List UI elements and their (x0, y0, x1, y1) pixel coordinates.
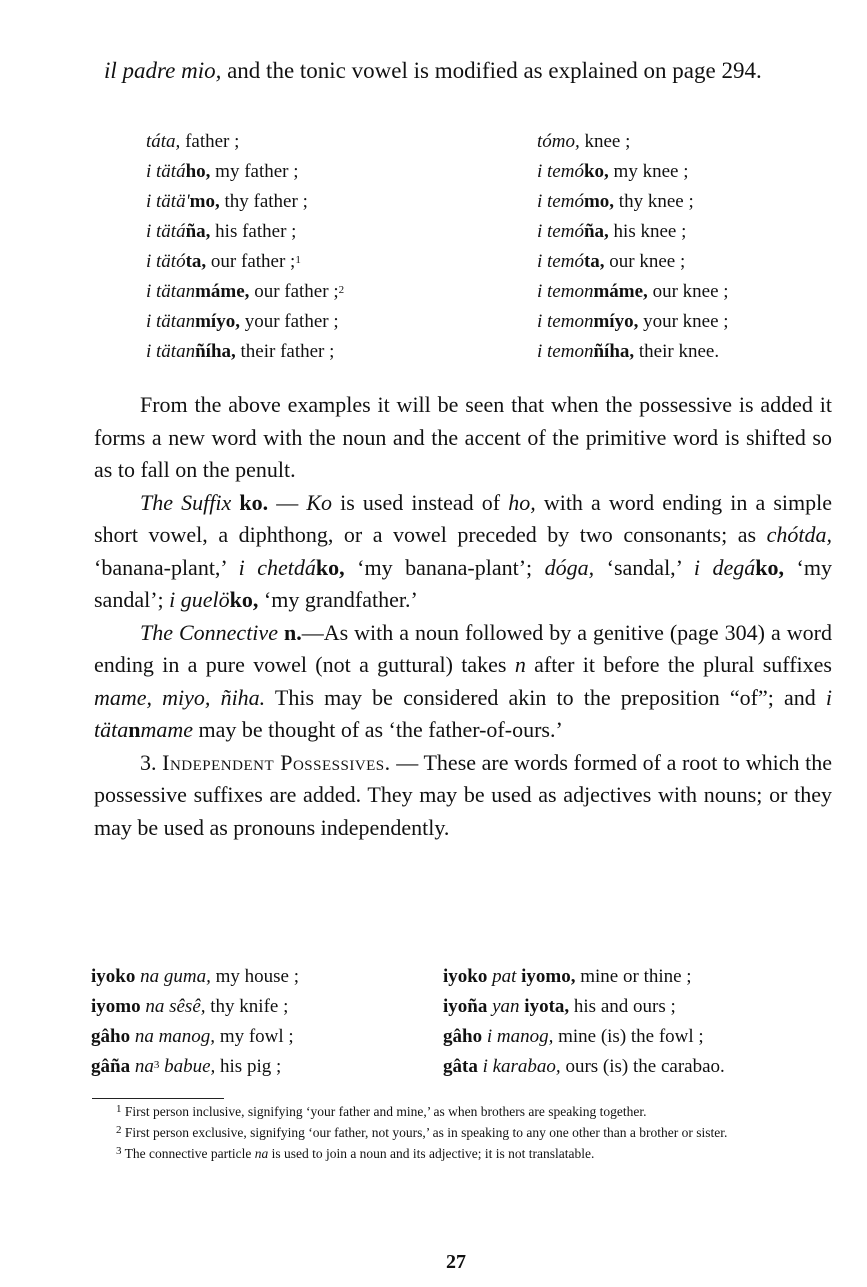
intro-italic-phrase: il padre mio, (104, 58, 222, 83)
knee-examples (537, 127, 729, 367)
section-label-bold: n. (277, 619, 302, 645)
paragraph-suffix-ko (94, 487, 832, 617)
example-gloss: my fowl ; (215, 1026, 294, 1047)
footnote-2 (92, 1122, 832, 1143)
example-gloss: mine (is) the fowl ; (553, 1026, 704, 1047)
footnote-text: The connective particle (121, 1146, 255, 1161)
example-row (146, 247, 344, 277)
example-row (91, 962, 299, 992)
example-connector: pat (487, 966, 522, 987)
text-run: ‘my sandal’; (94, 554, 832, 612)
example-row (443, 1052, 725, 1082)
example-gloss: your knee ; (638, 311, 729, 332)
example-word: i temon (537, 341, 594, 362)
example-gloss: father ; (180, 131, 240, 152)
example-word: i tätá (146, 161, 186, 182)
example-gloss: thy knee ; (614, 191, 694, 212)
footnote-text: na (254, 1146, 269, 1161)
example-suffix: mo, (583, 191, 615, 212)
example-noun: na sêsê, (140, 996, 206, 1017)
example-row (443, 992, 725, 1022)
example-row (537, 127, 729, 157)
text-run: — These are words formed of a root to which the possessive suffixes are added. They may be used as adjectives with nouns; or they may be used as pronouns independently. (94, 749, 833, 840)
example-gloss: his pig ; (215, 1056, 282, 1077)
possessive-examples-left (91, 962, 299, 1082)
example-row (537, 337, 729, 367)
example-gloss: their father ; (235, 341, 335, 362)
text-run: —As with a noun followed by a genitive (page 304) a word ending in a pure vowel (not a guttural) takes (94, 619, 832, 677)
footnote-ref: 3 (153, 1059, 160, 1071)
example-word: gâña (91, 1056, 131, 1077)
text-run: ‘my grandfather.’ (258, 587, 418, 612)
footnotes (92, 1101, 832, 1164)
example-word: i tätá (146, 221, 186, 242)
example-word: gâho (443, 1026, 483, 1047)
example-connector: yan (487, 996, 525, 1017)
text-run: i degá (693, 554, 756, 580)
example-row (537, 157, 729, 187)
father-examples (146, 127, 344, 367)
example-suffix: ta, (583, 251, 605, 272)
example-gloss: thy father ; (219, 191, 308, 212)
footnote-text: First person exclusive, signifying ‘our father, not yours,’ as in speaking to any one other than a brother or sister. (121, 1125, 728, 1140)
example-word: iyoko (91, 966, 136, 987)
footnote-mark: 3 (116, 1145, 122, 1157)
example-row (537, 277, 729, 307)
example-word: tómo, (537, 131, 580, 152)
example-suffix: ñíha, (195, 341, 236, 362)
example-row (537, 187, 729, 217)
example-row (146, 307, 344, 337)
example-suffix: ñíha, (593, 341, 635, 362)
example-row (443, 962, 725, 992)
example-word: i tätó (146, 251, 186, 272)
example-word: gâta (443, 1056, 478, 1077)
possessive-examples-right (443, 962, 725, 1082)
section-label: The Connective (140, 619, 278, 645)
footnote-text: First person inclusive, signifying ‘your father and mine,’ as when brothers are speaking together. (121, 1104, 647, 1119)
example-row (443, 1022, 725, 1052)
text-run: — (268, 489, 307, 515)
page-number: 27 (446, 1251, 466, 1273)
example-word: táta, (146, 131, 181, 152)
example-word: i temon (537, 311, 594, 332)
body-text (94, 389, 832, 844)
example-noun: na manog, (130, 1026, 216, 1047)
example-gloss: knee ; (579, 131, 631, 152)
example-gloss: our father ; (206, 251, 296, 272)
example-suffix: míyo, (593, 311, 639, 332)
example-word: i tätan (146, 281, 196, 302)
text-run: ko, (755, 554, 785, 580)
example-suffix: ña, (185, 221, 211, 242)
example-word: i temon (537, 281, 594, 302)
example-row (537, 307, 729, 337)
text-run: dóga, (544, 554, 595, 580)
text-run: ko, (229, 587, 259, 612)
example-gloss: his and ours ; (569, 996, 676, 1017)
example-gloss: thy knife ; (205, 996, 289, 1017)
example-gloss: my father ; (210, 161, 299, 182)
text-run: i täta (94, 684, 832, 742)
example-row (146, 157, 344, 187)
footnote-divider (92, 1098, 224, 1099)
example-row (537, 247, 729, 277)
example-gloss: our knee ; (647, 281, 729, 302)
text-run: ho, (508, 489, 536, 515)
text-run: i chetdá (238, 554, 316, 580)
text-run: is used instead of (332, 489, 509, 515)
example-gloss: mine or thine ; (575, 966, 692, 987)
example-word: iyomo, (521, 966, 576, 987)
example-word: i temó (537, 251, 584, 272)
example-word: i temó (537, 161, 584, 182)
example-word: iyota, (524, 996, 570, 1017)
example-connector: i karabao, (477, 1056, 561, 1077)
example-gloss: your father ; (239, 311, 339, 332)
example-suffix: ho, (185, 161, 211, 182)
example-row (146, 217, 344, 247)
example-word: gâho (91, 1026, 131, 1047)
example-suffix: ko, (583, 161, 609, 182)
text-run: ‘my banana-plant’; (344, 554, 545, 580)
footnote-1 (92, 1101, 832, 1122)
example-gloss: their knee. (634, 341, 720, 362)
text-run: with a word ending in a simple short vowel, a diphthong, or a vowel preceded by two consonants; as (94, 489, 832, 547)
example-word: i tätä' (146, 191, 190, 212)
text-run: mame (140, 717, 194, 742)
example-word: iyoko (443, 966, 488, 987)
example-suffix: mo, (189, 191, 220, 212)
text-run: ‘banana-plant,’ (94, 554, 239, 580)
text-run: i guelö (169, 587, 230, 612)
example-gloss: ours (is) the carabao. (560, 1056, 725, 1077)
section-number: 3. (140, 749, 163, 775)
example-suffix: ta, (185, 251, 207, 272)
example-row (146, 127, 344, 157)
text-run: Ko (306, 489, 332, 515)
text-run: ‘sandal,’ (594, 554, 694, 580)
example-suffix: míyo, (195, 311, 240, 332)
example-suffix: máme, (593, 281, 648, 302)
footnote-mark: 1 (116, 1103, 122, 1115)
paragraph-possessive-accent: From the above examples it will be seen that when the possessive is added it forms a new word with the noun and the accent of the primitive word is shifted so as to fall on the penult. (94, 392, 832, 482)
example-row (146, 187, 344, 217)
example-word: iyoña (443, 996, 488, 1017)
example-noun: babue, (159, 1056, 216, 1077)
example-row (537, 217, 729, 247)
example-gloss: his knee ; (608, 221, 687, 242)
example-gloss: my knee ; (608, 161, 689, 182)
example-word: iyomo (91, 996, 141, 1017)
example-connector: i manog, (482, 1026, 554, 1047)
footnote-mark: 2 (116, 1124, 122, 1136)
section-heading: Independent Possessives. (162, 749, 391, 775)
example-row (146, 277, 344, 307)
example-gloss: our father ; (249, 281, 339, 302)
section-label-bold: ko. (231, 489, 269, 515)
footnote-text: is used to join a noun and its adjective; it is not translatable. (268, 1146, 595, 1161)
text-run: after it before the plural suffixes (525, 652, 832, 677)
text-run: This may be considered akin to the preposition “of”; and (265, 684, 826, 710)
intro-text: and the tonic vowel is modified as explained on page 294. (221, 58, 762, 83)
text-run: mame, miyo, ñiha. (94, 684, 266, 710)
example-word: i tätan (146, 311, 196, 332)
example-noun: na (130, 1056, 154, 1077)
example-gloss: his father ; (210, 221, 297, 242)
example-gloss: our knee ; (604, 251, 686, 272)
example-word: i tätan (146, 341, 196, 362)
text-run: may be thought of as ‘the father-of-ours.’ (193, 717, 563, 742)
section-label: The Suffix (140, 489, 232, 515)
example-row (91, 1022, 299, 1052)
example-suffix: ña, (583, 221, 609, 242)
example-row (91, 992, 299, 1022)
example-row (146, 337, 344, 367)
intro-line (104, 54, 840, 87)
example-noun: na guma, (135, 966, 211, 987)
paragraph-independent-possessives (94, 747, 832, 845)
example-suffix: máme, (195, 281, 250, 302)
footnote-ref: 2 (338, 284, 345, 296)
example-gloss: my house ; (210, 966, 299, 987)
text-run: ko, (315, 554, 345, 580)
example-word: i temó (537, 221, 584, 242)
text-run: n (128, 717, 141, 742)
footnote-ref: 1 (295, 254, 301, 266)
paragraph-connective-n (94, 617, 832, 747)
text-run: n (514, 652, 526, 677)
example-row (91, 1052, 299, 1082)
text-run: chótda, (766, 522, 832, 547)
example-word: i temó (537, 191, 584, 212)
footnote-3 (92, 1143, 832, 1164)
